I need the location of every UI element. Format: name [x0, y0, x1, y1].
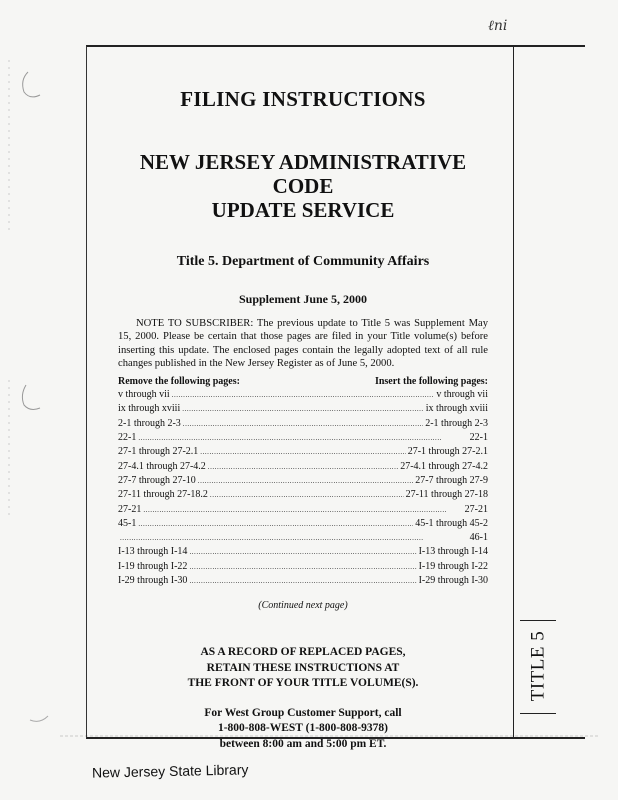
remove-pages: 27-4.1 through 27-4.2 — [118, 460, 206, 472]
support-hours: between 8:00 am and 5:00 pm ET. — [219, 737, 387, 750]
remove-pages: I-13 through I-14 — [118, 546, 188, 558]
insert-pages: 46-1 — [469, 532, 488, 544]
table-row — [118, 503, 488, 517]
table-row — [118, 474, 488, 488]
insert-pages: 27-11 through 27-18 — [405, 489, 488, 501]
remove-pages: 27-21 — [118, 503, 142, 515]
insert-header: Insert the following pages: — [374, 376, 488, 388]
leader-dots — [198, 474, 413, 488]
insert-pages: 27-1 through 27-2.1 — [407, 446, 488, 458]
leader-dots — [138, 517, 413, 531]
spine-label — [518, 620, 558, 712]
spine-divider — [513, 45, 514, 737]
leader-dots — [189, 545, 416, 559]
remove-pages: v through vii — [118, 389, 170, 401]
remove-pages: 22-1 — [118, 432, 137, 444]
remove-header: Remove the following pages: — [118, 376, 240, 388]
handwritten-initials: ℓni — [488, 18, 508, 34]
insert-pages: 27-21 — [464, 503, 488, 515]
table-row — [118, 402, 488, 416]
instructions-content — [118, 80, 488, 752]
insert-pages: ix through xviii — [425, 403, 488, 415]
leader-dots — [138, 431, 467, 445]
insert-pages: 27-4.1 through 27-4.2 — [400, 460, 488, 472]
title-line: Title 5. Department of Community Affairs — [176, 254, 430, 269]
record-line: RETAIN THESE INSTRUCTIONS AT — [206, 661, 400, 674]
leader-dots — [182, 402, 424, 416]
insert-pages: v through vii — [436, 389, 488, 401]
table-row — [118, 431, 488, 445]
table-row — [118, 545, 488, 559]
support-phone: 1-800-808-WEST (1-800-808-9378) — [217, 722, 389, 735]
table-row — [118, 488, 488, 502]
library-stamp: New Jersey State Library — [91, 761, 249, 781]
insert-pages: I-13 through I-14 — [418, 546, 488, 558]
leader-dots — [189, 560, 416, 574]
leader-dots — [210, 488, 404, 502]
table-row — [118, 517, 488, 531]
note-to-subscriber: NOTE TO SUBSCRIBER: The previous update to Title 5 was Supplement May 15, 2000. Please be certain that those pages are filed in your Title volume(s) before inserting this update. The enclosed pages contain the legally adopted text of all rule changes published in the New Jersey Register as of June 5, 2000. — [118, 318, 488, 369]
table-row — [118, 445, 488, 459]
table-row — [118, 531, 488, 545]
continued-note: (Continued next page) — [258, 600, 348, 612]
insert-pages: I-29 through I-30 — [418, 575, 488, 587]
pages-table-header — [118, 376, 488, 387]
record-line: THE FRONT OF YOUR TITLE VOLUME(S). — [187, 677, 419, 690]
page-heading: FILING INSTRUCTIONS — [180, 87, 426, 111]
code-title — [118, 150, 488, 222]
spine-label-text: TITLE 5 — [527, 630, 549, 702]
leader-dots — [143, 503, 462, 517]
leader-dots — [208, 460, 398, 474]
remove-pages: 27-1 through 27-2.1 — [118, 446, 199, 458]
insert-pages: I-19 through I-22 — [418, 560, 488, 572]
insert-pages: 27-7 through 27-9 — [415, 474, 488, 486]
record-line: AS A RECORD OF REPLACED PAGES, — [200, 646, 406, 659]
record-instructions — [118, 645, 488, 692]
leader-dots — [172, 388, 435, 402]
remove-pages: ix through xviii — [118, 403, 181, 415]
insert-pages: 45-1 through 45-2 — [415, 517, 488, 529]
table-row — [118, 417, 488, 431]
pages-table — [118, 388, 488, 588]
insert-pages: 2-1 through 2-3 — [425, 417, 488, 429]
remove-pages: 27-11 through 27-18.2 — [118, 489, 208, 501]
remove-pages: 2-1 through 2-3 — [118, 417, 181, 429]
supplement-date: Supplement June 5, 2000 — [238, 292, 368, 306]
table-row — [118, 560, 488, 574]
remove-pages: 45-1 — [118, 517, 137, 529]
remove-pages: 27-7 through 27-10 — [118, 474, 196, 486]
table-row — [118, 460, 488, 474]
customer-support — [118, 706, 488, 753]
insert-pages: 22-1 — [469, 432, 488, 444]
remove-pages: I-29 through I-30 — [118, 575, 188, 587]
code-title-line2: UPDATE SERVICE — [211, 198, 395, 222]
remove-pages: I-19 through I-22 — [118, 560, 188, 572]
leader-dots — [200, 445, 405, 459]
leader-dots — [183, 417, 423, 431]
leader-dots — [120, 531, 468, 545]
code-title-line1: NEW JERSEY ADMINISTRATIVE CODE — [139, 150, 467, 198]
leader-dots — [189, 574, 416, 588]
support-line: For West Group Customer Support, call — [204, 706, 402, 719]
table-row — [118, 574, 488, 588]
table-row — [118, 388, 488, 402]
